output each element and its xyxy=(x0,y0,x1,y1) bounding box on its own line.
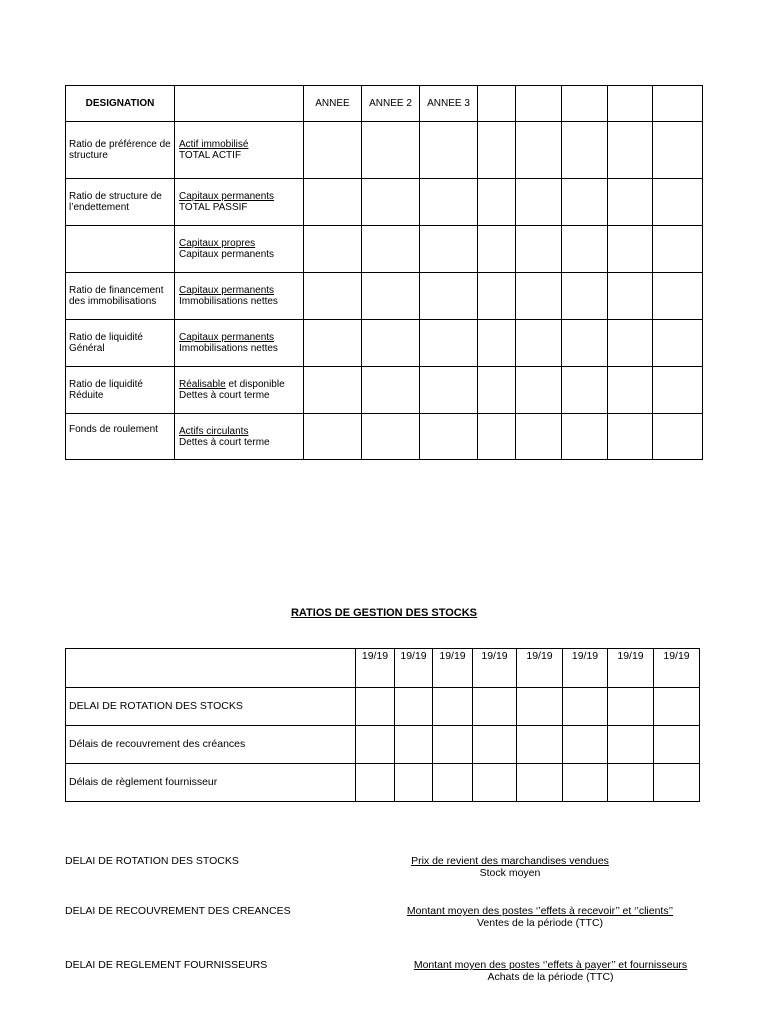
stock-row xyxy=(66,726,700,764)
ratio-cell xyxy=(653,179,703,226)
ratio-cell xyxy=(653,226,703,273)
stock-cell xyxy=(473,726,517,764)
ratio-cell xyxy=(516,414,562,460)
stock-cell xyxy=(433,688,473,726)
ratio-cell xyxy=(516,226,562,273)
ratio-designation: Fonds de roulement xyxy=(66,414,175,460)
ratio-cell xyxy=(304,179,362,226)
ratio-cell xyxy=(562,320,608,367)
period-header: 19/19 xyxy=(517,649,563,688)
ratio-row xyxy=(66,320,703,367)
ratio-cell xyxy=(608,226,653,273)
header-year-7 xyxy=(608,86,653,122)
stock-cell xyxy=(356,726,395,764)
ratio-cell xyxy=(478,179,516,226)
stock-cell xyxy=(654,726,700,764)
ratio-formula xyxy=(175,320,304,367)
formula-numerator: Montant moyen des postes ‘’effets à payer’’ et fournisseurs xyxy=(413,959,688,971)
ratio-designation: Ratio de structure de l’endettement xyxy=(66,179,175,226)
stock-cell xyxy=(563,764,608,802)
formula-denominator: Achats de la période (TTC) xyxy=(487,971,614,983)
ratio-cell xyxy=(608,179,653,226)
stock-row xyxy=(66,688,700,726)
ratio-cell xyxy=(516,273,562,320)
ratios-table xyxy=(65,85,703,460)
formula-denominator: Ventes de la période (TTC) xyxy=(476,917,604,929)
ratio-denominator: Immobilisations nettes xyxy=(179,296,278,307)
ratio-cell xyxy=(653,320,703,367)
period-header: 19/19 xyxy=(608,649,654,688)
ratio-cell xyxy=(608,122,653,179)
ratio-numerator-extra: et disponible xyxy=(225,379,285,390)
ratios-header-row xyxy=(66,86,703,122)
stock-cell xyxy=(395,688,433,726)
ratio-numerator: Capitaux permanents xyxy=(179,285,275,296)
ratio-cell xyxy=(516,122,562,179)
ratio-cell xyxy=(478,367,516,414)
ratio-formula xyxy=(175,414,304,460)
stock-cell xyxy=(608,726,654,764)
formula-label-rotation: DELAI DE ROTATION DES STOCKS xyxy=(65,855,239,867)
stock-cell xyxy=(654,764,700,802)
period-header: 19/19 xyxy=(654,649,700,688)
ratio-denominator: Capitaux permanents xyxy=(179,249,275,260)
stock-row xyxy=(66,764,700,802)
ratio-cell xyxy=(608,367,653,414)
formula-numerator: Prix de revient des marchandises vendues xyxy=(411,855,609,867)
stock-cell xyxy=(608,764,654,802)
header-year-6 xyxy=(562,86,608,122)
ratio-formula xyxy=(175,122,304,179)
ratio-cell xyxy=(420,179,478,226)
ratio-designation: Ratio de liquidité Réduite xyxy=(66,367,175,414)
ratio-cell xyxy=(420,273,478,320)
ratio-designation: Ratio de préférence de structure xyxy=(66,122,175,179)
ratio-cell xyxy=(362,414,420,460)
ratio-cell xyxy=(562,122,608,179)
stock-cell xyxy=(433,764,473,802)
formula-recouvrement xyxy=(380,905,700,929)
stock-cell xyxy=(563,726,608,764)
ratio-cell xyxy=(478,226,516,273)
stock-cell xyxy=(608,688,654,726)
ratio-cell xyxy=(516,179,562,226)
header-designation: DESIGNATION xyxy=(66,86,175,122)
ratio-cell xyxy=(362,367,420,414)
ratio-row xyxy=(66,367,703,414)
ratio-cell xyxy=(362,179,420,226)
header-year-3: ANNEE 3 xyxy=(420,86,478,122)
ratio-cell xyxy=(304,122,362,179)
stock-cell xyxy=(395,726,433,764)
ratio-denominator: Dettes à court terme xyxy=(179,390,270,401)
header-year-1: ANNEE xyxy=(304,86,362,122)
ratio-numerator: Capitaux permanents xyxy=(179,332,275,343)
ratio-formula xyxy=(175,367,304,414)
ratio-numerator: Réalisable xyxy=(179,379,226,390)
ratio-cell xyxy=(304,273,362,320)
ratio-cell xyxy=(516,367,562,414)
ratio-cell xyxy=(420,367,478,414)
ratio-cell xyxy=(362,273,420,320)
stock-cell xyxy=(517,688,563,726)
stock-cell xyxy=(517,764,563,802)
ratio-cell xyxy=(562,273,608,320)
period-header: 19/19 xyxy=(563,649,608,688)
ratio-cell xyxy=(304,414,362,460)
ratio-cell xyxy=(608,414,653,460)
ratio-cell xyxy=(478,273,516,320)
header-year-2: ANNEE 2 xyxy=(362,86,420,122)
ratio-numerator: Actifs circulants xyxy=(179,425,249,437)
ratio-numerator: Capitaux propres xyxy=(179,238,256,249)
ratio-cell xyxy=(478,414,516,460)
ratio-cell xyxy=(362,320,420,367)
header-year-5 xyxy=(516,86,562,122)
formula-label-reglement: DELAI DE REGLEMENT FOURNISSEURS xyxy=(65,959,268,971)
formula-denominator: Stock moyen xyxy=(479,867,541,879)
ratio-formula xyxy=(175,226,304,273)
ratio-cell xyxy=(304,320,362,367)
ratio-cell xyxy=(304,367,362,414)
formula-reglement xyxy=(383,959,718,983)
ratio-cell xyxy=(562,367,608,414)
stock-cell xyxy=(654,688,700,726)
ratio-cell xyxy=(562,414,608,460)
formula-label-recouvrement: DELAI DE RECOUVREMENT DES CREANCES xyxy=(65,905,291,917)
ratio-row xyxy=(66,273,703,320)
ratio-cell xyxy=(562,226,608,273)
period-header: 19/19 xyxy=(395,649,433,688)
ratio-formula xyxy=(175,273,304,320)
ratio-cell xyxy=(362,226,420,273)
stock-header-blank xyxy=(66,649,356,688)
header-year-8 xyxy=(653,86,703,122)
stock-cell xyxy=(433,726,473,764)
ratio-cell xyxy=(516,320,562,367)
formula-numerator: Montant moyen des postes ‘’effets à recevoir’’ et ‘’clients’’ xyxy=(406,905,674,917)
ratio-cell xyxy=(653,273,703,320)
ratio-row xyxy=(66,122,703,179)
ratio-cell xyxy=(362,122,420,179)
ratio-denominator: TOTAL ACTIF xyxy=(179,150,242,161)
ratio-denominator: Dettes à court terme xyxy=(179,436,270,448)
stock-row-label: Délais de règlement fournisseur xyxy=(66,764,356,802)
stock-row-label: Délais de recouvrement des créances xyxy=(66,726,356,764)
ratio-designation xyxy=(66,226,175,273)
period-header: 19/19 xyxy=(473,649,517,688)
stock-cell xyxy=(473,764,517,802)
stock-cell xyxy=(356,688,395,726)
ratio-cell xyxy=(420,414,478,460)
ratio-cell xyxy=(653,414,703,460)
ratio-cell xyxy=(608,273,653,320)
section-title: RATIOS DE GESTION DES STOCKS xyxy=(290,607,477,619)
stock-cell xyxy=(395,764,433,802)
ratio-denominator: TOTAL PASSIF xyxy=(179,202,248,213)
ratio-cell xyxy=(478,122,516,179)
ratio-cell xyxy=(478,320,516,367)
period-header: 19/19 xyxy=(356,649,395,688)
period-header: 19/19 xyxy=(433,649,473,688)
ratio-cell xyxy=(420,226,478,273)
stock-table xyxy=(65,648,700,802)
ratio-row xyxy=(66,179,703,226)
ratio-cell xyxy=(420,320,478,367)
stock-cell xyxy=(473,688,517,726)
ratio-cell xyxy=(653,367,703,414)
ratio-cell xyxy=(304,226,362,273)
ratio-numerator: Capitaux permanents xyxy=(179,191,275,202)
ratio-cell xyxy=(562,179,608,226)
header-formula xyxy=(175,86,304,122)
ratio-denominator: Immobilisations nettes xyxy=(179,343,278,354)
stock-row-label: DELAI DE ROTATION DES STOCKS xyxy=(66,688,356,726)
stock-cell xyxy=(517,726,563,764)
formula-rotation xyxy=(370,855,650,879)
ratio-formula xyxy=(175,179,304,226)
stock-header-row xyxy=(66,649,700,688)
ratio-row xyxy=(66,226,703,273)
ratio-row xyxy=(66,414,703,460)
ratio-cell xyxy=(608,320,653,367)
ratio-designation: Ratio de financement des immobilisations xyxy=(66,273,175,320)
ratio-cell xyxy=(420,122,478,179)
ratio-cell xyxy=(653,122,703,179)
stock-cell xyxy=(356,764,395,802)
ratio-numerator: Actif immobilisé xyxy=(179,139,249,150)
stock-cell xyxy=(563,688,608,726)
ratio-designation: Ratio de liquidité Général xyxy=(66,320,175,367)
header-year-4 xyxy=(478,86,516,122)
